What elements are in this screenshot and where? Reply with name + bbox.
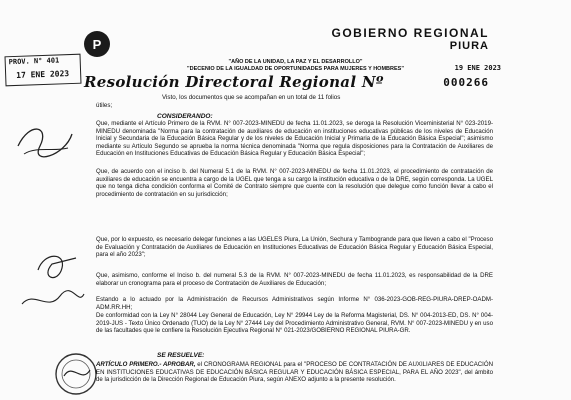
article-first-lead: ARTÍCULO PRIMERO.- APROBAR, <box>96 361 196 368</box>
paragraph-delegation-text: Que, por lo expuesto, es necesario delegar funciones a las UGELES Piura, La Unión, Sechura y Tambogrande para que lleven a cabo el "Proceso de Evaluación y Contratación de Auxiliares de Educación en Instituciones Educativas de Educación Básica Regular y Educación Básica Especial, para el año 2023"; <box>96 236 493 259</box>
paragraph-procedure <box>96 168 493 198</box>
margin-signature-lower <box>18 286 88 316</box>
considerando-heading: CONSIDERANDO: <box>157 113 213 120</box>
article-first <box>96 361 493 384</box>
year-motto: "AÑO DE LA UNIDAD, LA PAZ Y EL DESARROLLO" <box>228 59 363 65</box>
margin-signature-middle <box>32 248 82 288</box>
circular-seal <box>52 350 100 398</box>
issue-date-stamp: 19 ENE 2023 <box>454 64 501 72</box>
official-mottos <box>90 59 501 73</box>
paragraph-procedure-text: Que, de acuerdo con el inciso b. del Numeral 5.1 de la RVM. N° 007-2023-MINEDU de fecha 11.01.2023, el procedimiento de contratación de auxiliares de educación se encuentra a cargo de la UGEL que tenga a su cargo la institución educativa o de la DRE, según corresponda. La UGEL que no tenga dicha condición conforma el Comité de Contrato siempre que cuente con la resolución que delegue como función llevar a cabo el procedimiento de contratación en su jurisdicción; <box>96 168 493 198</box>
paragraph-derogation <box>96 120 493 158</box>
region-heading: PIURA <box>449 40 489 52</box>
paragraph-derogation-text: Que, mediante el Artículo Primero de la RVM. N° 007-2023-MINEDU de fecha 11.01.2023, se deroga la Resolución Viceministerial N° 023-2019-MINEDU denominada "Norma para la contratación de auxiliares de educación en instituciones educativas públicas de los niveles de Educación Inicial y Secundaria de la Educación Básica Regular y de los niveles de Educación Inicial y Primaria de la Educación Básica Especial"; asimismo mediante su Artículo Segundo se aprueba la norma técnica denominada "Norma que regula disposiciones para la Contratación de Auxiliares de Educación en Instituciones Educativas de Educación Básica Regular y Educación Básica Especial"; <box>96 120 493 158</box>
margin-signature-top <box>10 116 80 166</box>
paragraph-legal-basis <box>96 312 493 335</box>
stamp-date: 17 ENE 2023 <box>16 69 70 80</box>
visto-continuation: útiles; <box>96 102 113 109</box>
resolution-number: 000266 <box>443 76 489 89</box>
paragraph-delegation <box>96 236 493 259</box>
stamp-registry-number: PROV. N° 401 <box>8 56 60 67</box>
paragraph-report <box>96 296 493 311</box>
decade-motto: "DECENIO DE LA IGUALDAD DE OPORTUNIDADES PARA MUJERES Y HOMBRES" <box>187 66 404 72</box>
government-heading: GOBIERNO REGIONAL <box>331 26 489 40</box>
logo-letter: P <box>92 36 102 52</box>
registry-stamp <box>4 54 81 87</box>
paragraph-legal-basis-text: De conformidad con la Ley N° 28044 Ley General de Educación, Ley N° 29944 Ley de la Reforma Magisterial, DS. N° 004-2013-ED, DS. N° 004-2019-JUS - Texto Único Ordenado (TUO) de la Ley N° 27444 Ley del Procedimiento Administrativo General, RVM. N° 007-2023-MINEDU y en uso de las facultades que le confiere la Resolución Ejecutiva Regional N° 021-2023/GOBIERNO REGIONAL PIURA-GR. <box>96 312 493 335</box>
paragraph-schedule-text: Que, asimismo, conforme el Inciso b. del numeral 5.3 de la RVM. N° 007-2023-MINEDU de fecha 11.01.2023, es responsabilidad de la DRE elaborar un cronograma para el proceso de Contratación de Auxiliares de Educación; <box>96 272 493 287</box>
visto-line: Visto, los documentos que se acompañan en un total de 11 folios <box>162 94 341 101</box>
paragraph-report-text: Estando a lo actuado por la Administración de Recursos Administrativos según Informe N° 036-2023-GOB-REG-PIURA-DREP-OADM-ADM.RR.HH; <box>96 296 493 311</box>
paragraph-schedule-responsibility <box>96 272 493 287</box>
document-title: Resolución Directoral Regional Nº <box>84 73 384 91</box>
article-first-text: el CRONOGRAMA REGIONAL para el "PROCESO DE CONTRATACIÓN DE AUXILIARES DE EDUCACIÓN EN INSTITUCIONES EDUCATIVAS DE EDUCACIÓN BÁSICA REGULAR Y EDUCACIÓN BÁSICA ESPECIAL, PARA EL AÑO 2023", del ámbito de la jurisdicción de la Dirección Regional de Educación Piura, según ANEXO adjunto a la presente resolución. <box>96 361 493 384</box>
regional-government-logo <box>84 31 110 57</box>
resuelve-heading: SE RESUELVE: <box>157 352 205 359</box>
